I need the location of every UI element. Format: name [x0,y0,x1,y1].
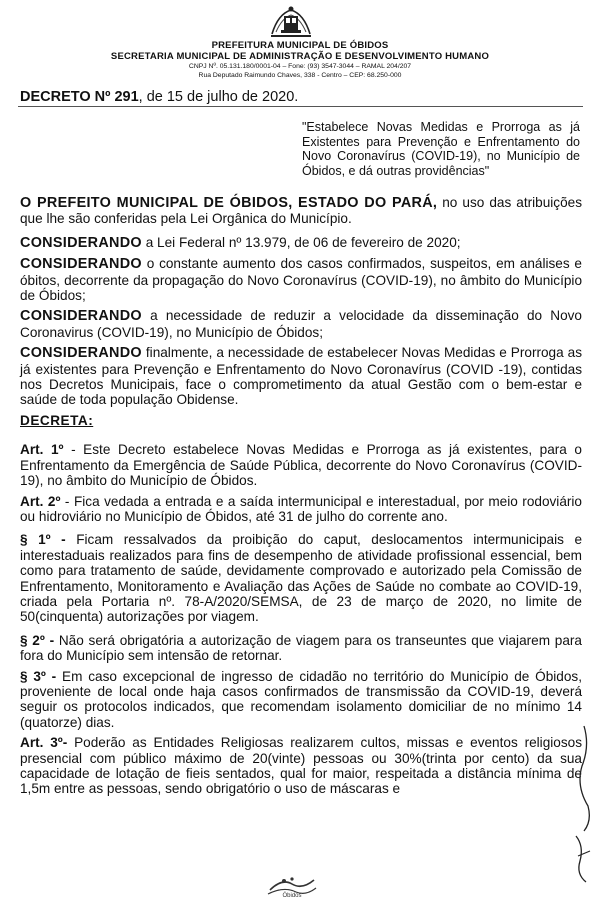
municipal-crest-icon [268,4,314,40]
letterhead-secretaria: SECRETARIA MUNICIPAL DE ADMINISTRAÇÃO E DESENVOLVIMENTO HUMANO [110,51,490,62]
paragraph-text: Não será obrigatória a autorização de viagem para os transeuntes que viajarem para fora do Município sem intensão de retornar. [20,632,582,664]
considerando-2 [20,256,582,303]
article-1 [20,442,582,488]
paragraph-text: Em caso excepcional de ingresso de cidadão no território do Município de Óbidos, proveniente de local onde haja casos confirmados de transmissão da COVID-19, deverá seguir os protocolos indicados, que recomendam isolamento domiciliar de no mínimo 14 (quatorze) dias. [20,668,582,730]
considerando-lead: CONSIDERANDO [20,256,142,273]
paragraph-1 [20,532,582,624]
article-text: - Fica vedada a entrada e a saída intermunicipal e interestadual, por meio rodoviário ou hidroviário no Município de Óbidos, até 31 de julho do corrente ano. [20,493,582,524]
article-3 [20,735,582,797]
article-text: - Este Decreto estabelece Novas Medidas e Prorroga as já existentes, para o Enfrentamento da Emergência de Saúde Pública, decorrente do Novo Coronavírus (COVID-19), no âmbito do Município de Óbidos. [20,442,582,489]
decree-date: , de 15 de julho de 2020. [138,89,299,105]
preamble-lead: O PREFEITO MUNICIPAL DE ÓBIDOS, ESTADO DO PARÁ, [20,195,438,211]
considerando-1 [20,235,582,251]
considerando-lead: CONSIDERANDO [20,345,142,362]
considerando-lead: CONSIDERANDO [20,308,142,325]
preamble-text: no uso das atribuições que lhe são conferidas pela Lei Orgânica do Município. [20,195,582,227]
paragraph-lead: § 1º - [20,532,66,548]
article-text: Poderão as Entidades Religiosas realizarem cultos, missas e eventos religiosos presencial com público máximo de 20(vinte) pessoas ou 30%(trinta por cento) da sua capacidade de lotação de fieis sentados, qual for maior, respeitada a distância mínima de 1,5m entre as pessoas, sendo obrigatório o uso de máscaras e [20,735,582,797]
considerando-text: finalmente, a necessidade de estabelecer Novas Medidas e Prorroga as já existentes para Prevenção e Enfrentamento do Novo Coronavírus (COVID -19), contidas nos Decretos Municipais, face o comprometimento da atual Gestão com o bem-estar e saúde de toda população Obidense. [20,345,582,408]
article-lead: Art. 1º [20,442,64,458]
letterhead-cnpj: CNPJ Nº. 05.131.180/0001-04 – Fone: (93) 3547-3044 – RAMAL 204/207 [188,63,412,70]
paragraph-text: Ficam ressalvados da proibição do caput, deslocamentos intermunicipais e interestaduais realizados para fins de desempenho de atividade profissional essencial, bem como para tratamento de saúde, devidamente comprovado e autorizado pela Comissão de Enfrentamento, Monitoramento e Avaliação das Ações de Saúde no combate ao COVID-19, criada pela Portaria nº. 78-A/2020/SEMSA, de 23 de março de 2020, no limite de 50(cinquenta) autorizações por viagem. [20,532,583,625]
letterhead-address: Rua Deputado Raimundo Chaves, 338 - Centro – CEP: 68.250-000 [198,72,402,79]
margin-signature-icon [554,706,594,886]
paragraph-3 [20,669,582,731]
paragraph-lead: § 3º - [20,668,57,684]
decreta-heading: DECRETA: [20,412,94,428]
preamble [20,195,582,227]
paragraph-2 [20,633,582,664]
decree-body [20,195,582,802]
decree-number: DECRETO Nº 291 [20,89,139,105]
article-lead: Art. 3º- [20,735,68,751]
considerando-text: o constante aumento dos casos confirmados, suspeitos, em análises e óbitos, decorrente da propagação do Novo Coronavírus (COVID-19), no âmbito do Município de Óbidos; [20,256,582,304]
decree-title [20,89,298,105]
title-divider [18,106,583,107]
article-2 [20,494,582,525]
article-lead: Art. 2º [20,493,61,509]
considerando-text: a necessidade de reduzir a velocidade da disseminação do Novo Coronavirus (COVID-19), no Município de Óbidos; [20,308,582,340]
considerando-3 [20,308,582,340]
letterhead-prefeitura: PREFEITURA MUNICIPAL DE ÓBIDOS [211,40,389,51]
considerando-4 [20,345,582,408]
ementa: "Estabelece Novas Medidas e Prorroga as já Existentes para Prevenção e Enfrentamento do Novo Coronavírus (COVID-19), no Município de Óbidos, e dá outras providências" [302,120,580,178]
considerando-text: a Lei Federal nº 13.979, de 06 de fevereiro de 2020; [141,234,461,250]
considerando-lead: CONSIDERANDO [20,234,142,251]
footer-logo-text: Óbidos [282,893,302,899]
paragraph-lead: § 2º - [20,632,55,648]
